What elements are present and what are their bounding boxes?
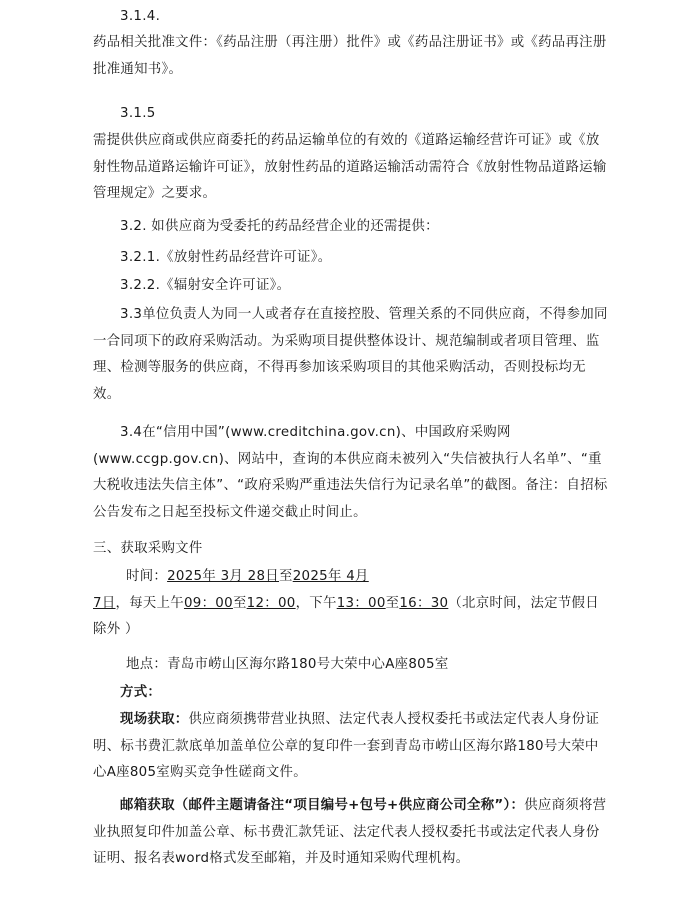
onsite-text: 供应商须携带营业执照、法定代表人授权委托书或法定代表人身份证明、标书费汇款底单加盖单位公章的复印件一套到青岛市崂山区海尔路180号大荣中心A座805室购买竞争性磋商文件。 — [93, 712, 600, 780]
clause-3-1-4-number: 3.1.4. — [120, 9, 161, 24]
email-text: 供应商须将营业执照复印件加盖公章、标书费汇款凭证、法定代表人授权委托书或法定代表人身份证明、报名表word格式发至邮箱，并及时通知采购代理机构。 — [93, 798, 607, 866]
clause-3-2-1: 3.2.1.《放射性药品经营许可证》。 — [120, 250, 332, 265]
email-paragraph — [93, 793, 608, 873]
time-daily: ，每天上午 — [115, 595, 184, 611]
am-end: 12：00 — [246, 595, 296, 611]
pm-start: 13：00 — [336, 595, 386, 611]
time-line-2 — [93, 591, 608, 644]
onsite-label: 现场获取： — [120, 712, 189, 727]
clause-3-1-5-text: 需提供供应商或供应商委托的药品运输单位的有效的《道路运输经营许可证》或《放射性物品道路运输许可证》，放射性药品的道路运输活动需符合《放射性物品道路运输管理规定》之要求。 — [93, 133, 607, 201]
location-text: 青岛市崂山区海尔路180号大荣中心A座805室 — [167, 657, 449, 672]
time-to: 至 — [279, 569, 293, 584]
clause-3-1-4-text: 药品相关批准文件：《药品注册（再注册）批件》或《药品注册证书》或《药品再注册批准通知书》。 — [93, 35, 607, 77]
clause-3-4-text: 3.4在“信用中国”(www.creditchina.gov.cn)、中国政府采购网(www.ccgp.gov.cn)、网站中，查询的本供应商未被列入“失信被执行人名单”、“重大税收违法失信主体”、“政府采购严重违法失信行为记录名单”的截图。备注：自招标公告发布之日起至投标文件递交截止时间止。 — [93, 425, 608, 520]
section-3-heading: 三、获取采购文件 — [93, 541, 203, 556]
clause-3-3-text: 3.3单位负责人为同一人或者存在直接控股、管理关系的不同供应商，不得参加同一合同项下的政府采购活动。为采购项目提供整体设计、规范编制或者项目管理、监理、检测等服务的供应商，不得再参加该采购项目的其他采购活动，否则投标均无效。 — [93, 307, 608, 402]
pm-to: 至 — [385, 595, 400, 611]
time-line-1 — [93, 564, 608, 591]
time-start: 2025年 3月 28日 — [167, 569, 279, 584]
time-end-part2: 7日 — [93, 595, 116, 611]
pm-end: 16：30 — [399, 595, 449, 611]
onsite-paragraph — [93, 707, 608, 787]
time-note: （北京时间，法定节假日除外 ） — [93, 595, 599, 637]
method-label: 方式： — [120, 685, 162, 700]
clause-3-2-intro: 3.2. 如供应商为受委托的药品经营企业的还需提供： — [120, 219, 439, 234]
time-label: 时间： — [126, 569, 168, 584]
location-line — [93, 652, 608, 679]
email-label: 邮箱获取（邮件主题请备注“项目编号+包号+供应商公司全称”）： — [120, 798, 525, 813]
time-paragraph — [93, 564, 608, 654]
clause-3-2-2: 3.2.2.《辐射安全许可证》。 — [120, 278, 291, 293]
pm-label: ，下午 — [295, 595, 337, 611]
am-to: 至 — [232, 595, 247, 611]
location-label: 地点： — [126, 657, 168, 672]
time-end-part1: 2025年 4月 — [292, 569, 369, 584]
clause-3-1-5-number: 3.1.5 — [120, 106, 156, 121]
am-start: 09：00 — [183, 595, 233, 611]
